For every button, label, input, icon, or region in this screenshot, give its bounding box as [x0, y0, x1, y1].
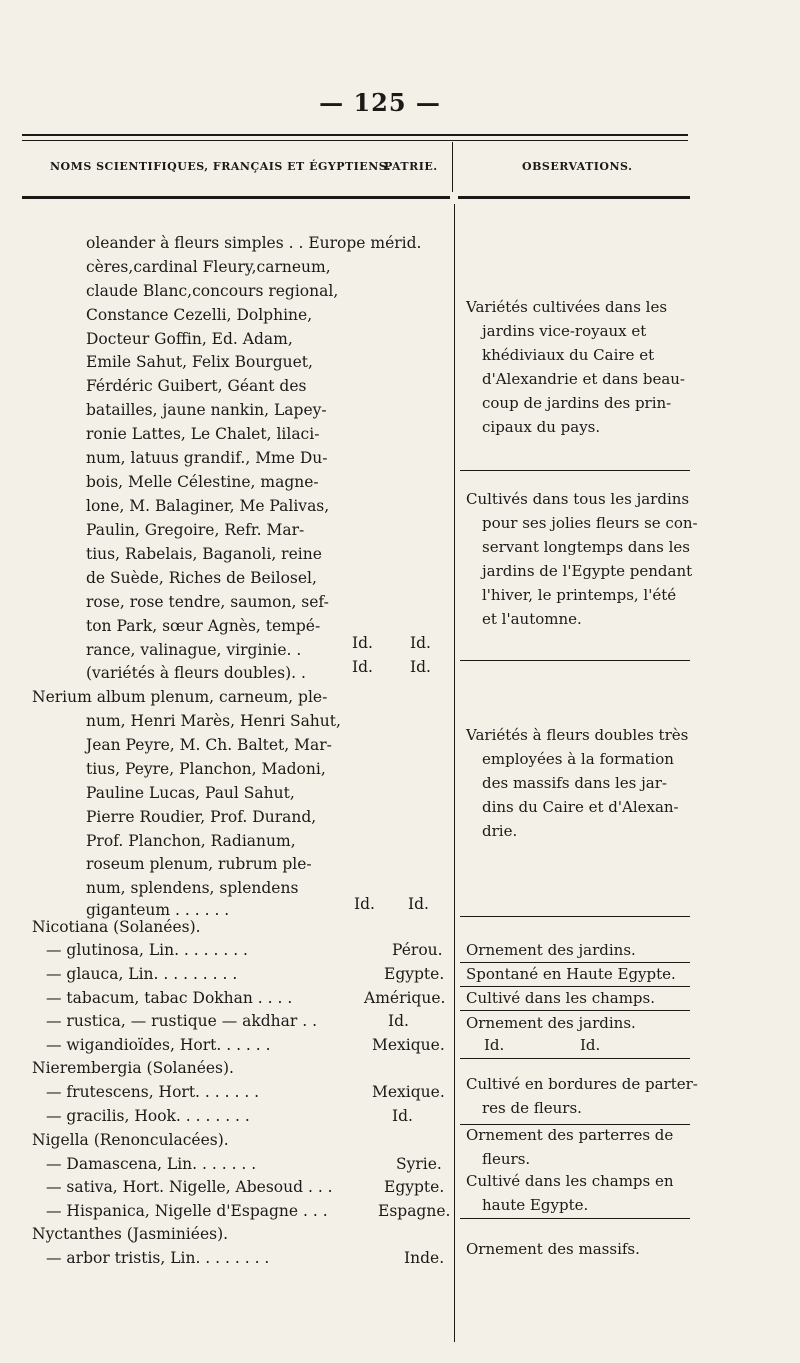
name-line: (variétés à fleurs doubles). . — [86, 664, 306, 682]
observation-id: Id. — [580, 1036, 601, 1054]
patrie-country: Espagne. — [378, 1202, 451, 1220]
name-line: Emile Sahut, Felix Bourguet, — [86, 353, 313, 371]
observation-text: Ornement des jardins. — [466, 1014, 636, 1032]
observation-line: Ornement des parterres de — [466, 1126, 674, 1144]
observation-rule — [460, 916, 690, 917]
column-header-observations: OBSERVATIONS. — [522, 160, 633, 173]
name-line: — frutescens, Hort. . . . . . . — [46, 1083, 260, 1101]
column-divider — [454, 204, 455, 1342]
name-line: Nigella (Renonculacées). — [32, 1131, 229, 1149]
patrie-id: Id. — [354, 895, 375, 913]
patrie-id: Id. — [352, 634, 373, 652]
name-line: num, latuus grandif., Mme Du- — [86, 449, 328, 467]
name-line: — arbor tristis, Lin. . . . . . . . — [46, 1249, 270, 1267]
observation-line: Variétés cultivées dans les — [466, 298, 668, 316]
observation-rule — [460, 1218, 690, 1219]
observation-line: pour ses jolies fleurs se con- — [482, 514, 698, 532]
page-number: — 125 — — [319, 88, 441, 117]
patrie-country: Pérou. — [392, 941, 443, 959]
patrie-country: Egypte. — [384, 965, 445, 983]
observation-line: res de fleurs. — [482, 1099, 582, 1117]
patrie-id: Id. — [410, 658, 431, 676]
patrie-country: Id. — [388, 1012, 409, 1030]
observation-line: Cultivés dans tous les jardins — [466, 490, 690, 508]
patrie-country: Inde. — [404, 1249, 445, 1267]
name-line: — gracilis, Hook. . . . . . . . — [46, 1107, 250, 1125]
patrie-country: Mexique. — [372, 1083, 445, 1101]
observation-line: jardins vice-royaux et — [482, 322, 647, 340]
name-line: — sativa, Hort. Nigelle, Abesoud . . . — [46, 1178, 333, 1196]
observation-line: coup de jardins des prin- — [482, 394, 672, 412]
name-line: Constance Cezelli, Dolphine, — [86, 306, 313, 324]
name-line: Pierre Roudier, Prof. Durand, — [86, 808, 317, 826]
name-line: de Suède, Riches de Beilosel, — [86, 569, 317, 587]
observation-line: dins du Caire et d'Alexan- — [482, 798, 679, 816]
name-line: — wigandioïdes, Hort. . . . . . — [46, 1036, 271, 1054]
observation-text: Ornement des massifs. — [466, 1240, 640, 1258]
name-line: Pauline Lucas, Paul Sahut, — [86, 784, 295, 802]
name-line: — Damascena, Lin. . . . . . . — [46, 1155, 257, 1173]
observation-text: Spontané en Haute Egypte. — [466, 965, 676, 983]
observation-rule — [460, 1010, 690, 1011]
observation-text: Cultivé dans les champs. — [466, 989, 655, 1007]
name-line: rose, rose tendre, saumon, sef- — [86, 593, 329, 611]
name-line: Prof. Planchon, Radianum, — [86, 832, 296, 850]
name-line: cères,cardinal Fleury,carneum, — [86, 258, 331, 276]
name-line: Férdéric Guibert, Géant des — [86, 377, 307, 395]
name-line: — tabacum, tabac Dokhan . . . . — [46, 989, 293, 1007]
observation-line: servant longtemps dans les — [482, 538, 690, 556]
observation-line: et l'automne. — [482, 610, 582, 628]
patrie-country: Egypte. — [384, 1178, 445, 1196]
column-header-patrie: PATRIE. — [384, 160, 438, 173]
name-line: lone, M. Balaginer, Me Palivas, — [86, 497, 330, 515]
patrie-id: Id. — [408, 895, 429, 913]
observation-line: jardins de l'Egypte pendant — [482, 562, 693, 580]
name-line: ronie Lattes, Le Chalet, lilaci- — [86, 425, 320, 443]
observation-line: Cultivé en bordures de parter- — [466, 1075, 698, 1093]
name-line: oleander à fleurs simples . . Europe mérid. — [86, 234, 422, 252]
observation-line: Cultivé dans les champs en — [466, 1172, 674, 1190]
name-line: batailles, jaune nankin, Lapey- — [86, 401, 327, 419]
patrie-country: Syrie. — [396, 1155, 442, 1173]
header-rule-top-thin — [22, 140, 688, 141]
name-line: — rustica, — rustique — akdhar . . — [46, 1012, 318, 1030]
patrie-id: Id. — [410, 634, 431, 652]
observation-line: employées à la formation — [482, 750, 674, 768]
observation-id: Id. — [484, 1036, 505, 1054]
observation-line: Variétés à fleurs doubles très — [466, 726, 689, 744]
header-rule-bottom-right — [458, 196, 690, 199]
header-rule-top — [22, 134, 688, 136]
name-line: Paulin, Gregoire, Refr. Mar- — [86, 521, 305, 539]
name-line: tius, Rabelais, Baganoli, reine — [86, 545, 322, 563]
observation-rule — [460, 660, 690, 661]
patrie-country: Mexique. — [372, 1036, 445, 1054]
name-line: Jean Peyre, M. Ch. Baltet, Mar- — [86, 736, 332, 754]
name-line: — Hispanica, Nigelle d'Espagne . . . — [46, 1202, 328, 1220]
name-line: Nerium album plenum, carneum, ple- — [32, 688, 328, 706]
observation-line: fleurs. — [482, 1150, 531, 1168]
observation-line: l'hiver, le printemps, l'été — [482, 586, 677, 604]
observation-text: Ornement des jardins. — [466, 941, 636, 959]
header-rule-bottom — [22, 196, 450, 199]
name-line: num, Henri Marès, Henri Sahut, — [86, 712, 341, 730]
name-line: rance, valinague, virginie. . — [86, 641, 302, 659]
observation-rule — [460, 470, 690, 471]
name-line: Nicotiana (Solanées). — [32, 918, 201, 936]
name-line: bois, Melle Célestine, magne- — [86, 473, 319, 491]
column-divider-header — [452, 142, 453, 192]
name-line: Docteur Goffin, Ed. Adam, — [86, 330, 293, 348]
name-line: claude Blanc,concours regional, — [86, 282, 339, 300]
name-line: — glauca, Lin. . . . . . . . . — [46, 965, 238, 983]
patrie-country: Amérique. — [364, 989, 446, 1007]
name-line: giganteum . . . . . . — [86, 901, 230, 919]
name-line: num, splendens, splendens — [86, 879, 299, 897]
observation-line: d'Alexandrie et dans beau- — [482, 370, 686, 388]
observation-line: haute Egypte. — [482, 1196, 589, 1214]
patrie-id: Id. — [352, 658, 373, 676]
observation-line: khédiviaux du Caire et — [482, 346, 655, 364]
name-line: Nyctanthes (Jasminiées). — [32, 1225, 229, 1243]
name-line: — glutinosa, Lin. . . . . . . . — [46, 941, 248, 959]
patrie-country: Id. — [392, 1107, 413, 1125]
name-line: Nierembergia (Solanées). — [32, 1059, 234, 1077]
column-header-names: NOMS SCIENTIFIQUES, FRANÇAIS ET ÉGYPTIENS. — [50, 160, 392, 173]
observation-rule — [460, 1058, 690, 1059]
name-line: roseum plenum, rubrum ple- — [86, 855, 312, 873]
name-line: tius, Peyre, Planchon, Madoni, — [86, 760, 326, 778]
observation-line: cipaux du pays. — [482, 418, 601, 436]
observation-line: des massifs dans les jar- — [482, 774, 667, 792]
observation-line: drie. — [482, 822, 518, 840]
name-line: ton Park, sœur Agnès, tempé- — [86, 617, 321, 635]
